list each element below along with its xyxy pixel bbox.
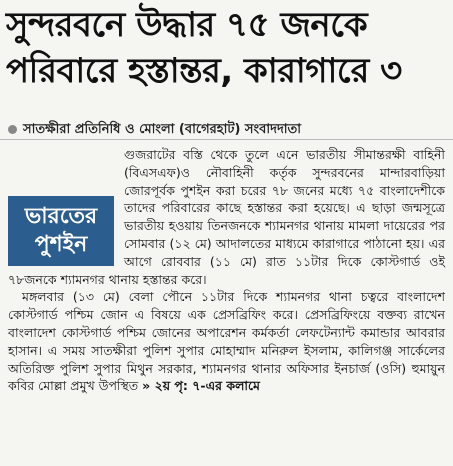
byline-text: সাতক্ষীরা প্রতিনিধি ও মোংলা (বাগেরহাট) সংবাদদাতা: [23, 122, 302, 137]
inset-box: [8, 196, 114, 266]
inset-line-1: ভারতের: [24, 204, 98, 229]
paragraph-2: [8, 288, 445, 395]
paragraph-2-text: মঙ্গলবার (১৩ মে) বেলা পৌনে ১১টার দিকে শ্যামনগর থানা চত্বরে বাংলাদেশ কোস্টগার্ড পশ্চিম জোন এ বিষয়ে এক প্রেসব্রিফিং করে। প্রেসব্রিফিংয়ে বক্তব্য রাখেন বাংলাদেশ কোস্টগার্ড পশ্চিম জোনের অপারেশন কর্মকর্তা লেফটেন্যান্ট কমান্ডার আবরার হাসান। এ সময় সাতক্ষীরা পুলিশ সুপার মোহাম্মাদ মনিরুল ইসলাম, কালিগঞ্জ সার্কেলের অতিরিক্ত পুলিশ সুপার মিথুন সরকার, শ্যামনগর থানার অফিসার ইনচার্জ (ওসি) হুমায়ুন কবির মোল্লা প্রমুখ উপস্থিত: [8, 289, 445, 394]
byline: [8, 120, 448, 141]
bullet-icon: [8, 125, 17, 134]
headline-line-2: পরিবারে হস্তান্তর, কারাগারে ৩: [6, 51, 402, 91]
article-body: [8, 146, 445, 395]
inset-line-2: পুশইন: [34, 232, 88, 257]
continuation-note: » ২য় পৃ: ৭-এর কলামে: [142, 378, 260, 394]
paragraph-1: গুজরাটের বস্তি থেকে তুলে এনে ভারতীয় সীমান্তরক্ষী বাহিনী (বিএসএফ)ও নৌবাহিনী কর্তৃক সুন্দরবনের মান্দারবাড়িয়া জোরপূর্বক পুশইন করা চরের ৭৮ জনের মধ্যে ৭৫ বাংলাদেশীকে তাদের পরিবারের কাছে হস্তান্তর করা হয়েছে। এ ছাড়া জন্মসূত্রে ভারতীয় হওয়ায় তিনজনকে শ্যামনগর থানায় মামলা দায়েরের পর সোমবার (১২ মে) আদালতের মাধ্যমে কারাগারে পাঠানো হয়। এর আগে রোববার (১১ মে) রাত ১১টার দিকে কোস্টগার্ড ওই ৭৮জনকে শ্যামনগর থানায় হস্তান্তর করে।: [8, 147, 445, 287]
headline: [6, 2, 446, 94]
divider: [0, 139, 453, 140]
continuation-text: ২য় পৃ: ৭-এর কলামে: [154, 378, 260, 394]
headline-line-1: সুন্দরবনে উদ্ধার ৭৫ জনকে: [6, 5, 368, 45]
